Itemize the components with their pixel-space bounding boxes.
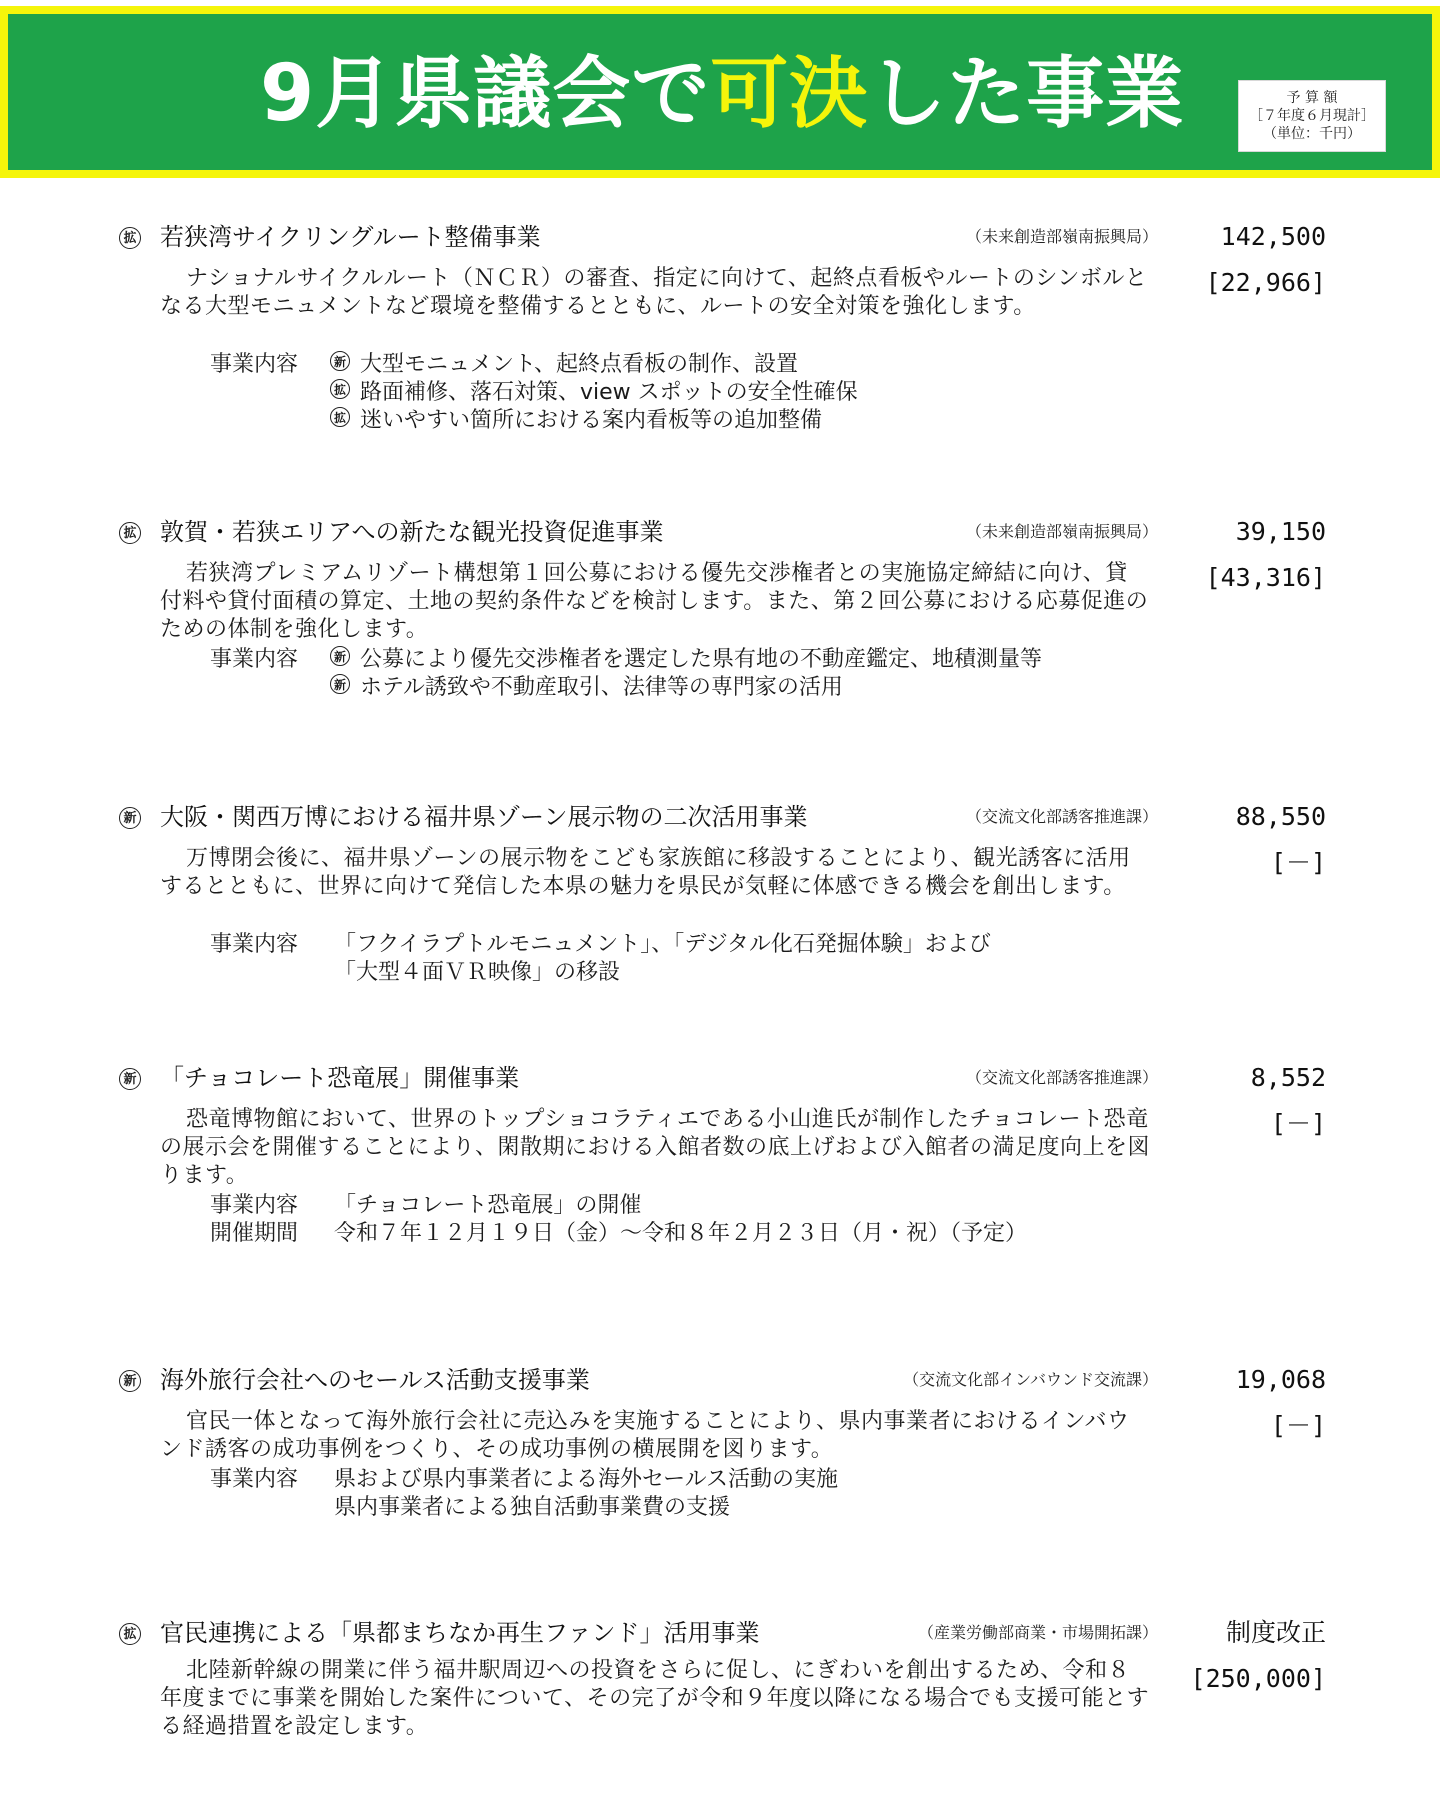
item-label (210, 379, 334, 407)
item-label: 事業内容 (210, 352, 299, 377)
item-label (210, 959, 334, 987)
item-label: 事業内容 (210, 647, 299, 672)
project-title: 敦賀・若狭エリアへの新たな観光投資促進事業 (160, 518, 664, 546)
item-mark: 拡 (330, 379, 350, 399)
project-prior-amount: [－] (1270, 848, 1326, 877)
project-amount: 8,552 (1250, 1063, 1326, 1092)
project-dept: （産業労働部商業・市場開拓課） (917, 1623, 1158, 1642)
item-text: ホテル誘致や不動産取引、法律等の専門家の活用 (360, 675, 843, 700)
project-item (210, 931, 1150, 959)
project-amount: 88,550 (1235, 802, 1326, 831)
project-description: ナショナルサイクルルート（ＮＣＲ）の審査、指定に向けて、起終点看板やルートのシンボルとなる大型モニュメントなど環境を整備するとともに、ルートの安全対策を強化します。 (160, 266, 1148, 319)
project-description: 北陸新幹線の開業に伴う福井駅周辺への投資をさらに促し、にぎわいを創出するため、令和８年度までに事業を開始した案件について、その完了が令和９年度以降になる場合でも支援可能とする経過措置を設定します。 (160, 1658, 1150, 1739)
title-part1: 9月県議会で (260, 49, 711, 139)
project-mark: 新 (119, 807, 141, 829)
project-item (210, 379, 1150, 407)
project-title: 官民連携による「県都まちなか再生ファンド」活用事業 (160, 1619, 760, 1647)
item-text: 「フクイラプトルモニュメント」、「デジタル化石発掘体験」および (334, 932, 991, 957)
project-item (210, 1494, 1150, 1522)
project-amount: 142,500 (1220, 222, 1326, 251)
title-highlight: 可決 (710, 49, 869, 139)
item-text: 「チョコレート恐竜展」の開催 (334, 1193, 642, 1218)
project-dept: （未来創造部嶺南振興局） (965, 522, 1158, 541)
title-part2: した事業 (868, 49, 1185, 139)
project-prior-amount: [－] (1270, 1109, 1326, 1138)
project-prior-amount: [43,316] (1205, 563, 1326, 592)
project-description: 若狭湾プレミアムリゾート構想第１回公募における優先交渉権者との実施協定締結に向け、貸付料や貸付面積の算定、土地の契約条件などを検討します。また、第２回公募における応募促進のための体制を強化します。 (160, 561, 1149, 642)
project-items (210, 931, 1150, 987)
project-amount: 制度改正 (1225, 1618, 1326, 1647)
project-mark: 拡 (119, 522, 141, 544)
item-label: 事業内容 (210, 1467, 299, 1492)
project-title: 海外旅行会社へのセールス活動支援事業 (160, 1366, 590, 1394)
project-dept: （未来創造部嶺南振興局） (965, 227, 1158, 246)
project-items (210, 1466, 1150, 1522)
item-label (210, 674, 334, 702)
project-mark: 拡 (119, 1623, 141, 1645)
project-description: 恐竜博物館において、世界のトップショコラティエである小山進氏が制作したチョコレート恐竜の展示会を開催することにより、閑散期における入館者数の底上げおよび入館者の満足度向上を図ります。 (160, 1107, 1151, 1188)
project-amount: 39,150 (1235, 517, 1326, 546)
project-amount: 19,068 (1235, 1365, 1326, 1394)
budget-label-1: 予 算 額 (1286, 90, 1338, 106)
project-dept: （交流文化部誘客推進課） (965, 1068, 1158, 1087)
project-prior-amount: [250,000] (1190, 1664, 1326, 1693)
project-dept: （交流文化部インバウンド交流課） (903, 1370, 1158, 1389)
item-label (210, 407, 334, 435)
item-text: 路面補修、落石対策、view スポットの安全性確保 (360, 380, 858, 405)
project-dept: （交流文化部誘客推進課） (965, 807, 1158, 826)
project-item (210, 1220, 1150, 1248)
project-title: 若狭湾サイクリングルート整備事業 (160, 223, 541, 251)
project-description: 万博閉会後に、福井県ゾーンの展示物をこども家族館に移設することにより、観光誘客に活用するとともに、世界に向けて発信した本県の魅力を県民が気軽に体感できる機会を創出します。 (160, 846, 1131, 899)
project-title: 大阪・関西万博における福井県ゾーン展示物の二次活用事業 (160, 803, 808, 831)
item-mark: 新 (330, 646, 350, 666)
project-item (210, 351, 1150, 379)
budget-legend (1238, 80, 1386, 152)
budget-label-2: ［７年度６月現計］ (1249, 108, 1375, 124)
project-item (210, 1466, 1150, 1494)
item-text: 令和７年１２月１９日（金）～令和８年２月２３日（月・祝）（予定） (334, 1221, 1028, 1246)
page-title (260, 50, 1184, 138)
project-item (210, 959, 1150, 987)
item-label: 開催期間 (210, 1221, 299, 1246)
item-text: 「大型４面ＶＲ映像」の移設 (334, 960, 621, 985)
item-text: 公募により優先交渉権者を選定した県有地の不動産鑑定、地積測量等 (360, 647, 1043, 672)
project-mark: 新 (119, 1370, 141, 1392)
project-description: 官民一体となって海外旅行会社に売込みを実施することにより、県内事業者におけるインバウンド誘客の成功事例をつくり、その成功事例の横展開を図ります。 (160, 1409, 1130, 1462)
item-mark: 拡 (330, 407, 350, 427)
project-items (210, 646, 1150, 702)
item-label: 事業内容 (210, 932, 299, 957)
project-items (210, 351, 1150, 435)
project-prior-amount: [22,966] (1205, 268, 1326, 297)
project-item (210, 407, 1150, 435)
project-items (210, 1192, 1150, 1248)
item-label: 事業内容 (210, 1193, 299, 1218)
item-text: 県内事業者による独自活動事業費の支援 (334, 1495, 731, 1520)
header-banner (0, 6, 1440, 178)
budget-label-3: （単位：千円） (1263, 126, 1361, 142)
header-banner-inner (8, 14, 1432, 170)
project-item (210, 674, 1150, 702)
item-text: 県および県内事業者による海外セールス活動の実施 (334, 1467, 839, 1492)
project-item (210, 1192, 1150, 1220)
project-mark: 拡 (119, 227, 141, 249)
project-item (210, 646, 1150, 674)
item-mark: 新 (330, 351, 350, 371)
item-text: 大型モニュメント、起終点看板の制作、設置 (360, 352, 799, 377)
item-text: 迷いやすい箇所における案内看板等の追加整備 (360, 408, 823, 433)
project-title: 「チョコレート恐竜展」開催事業 (160, 1064, 520, 1092)
project-prior-amount: [－] (1270, 1411, 1326, 1440)
item-label (210, 1494, 334, 1522)
project-mark: 新 (119, 1068, 141, 1090)
item-mark: 新 (330, 674, 350, 694)
